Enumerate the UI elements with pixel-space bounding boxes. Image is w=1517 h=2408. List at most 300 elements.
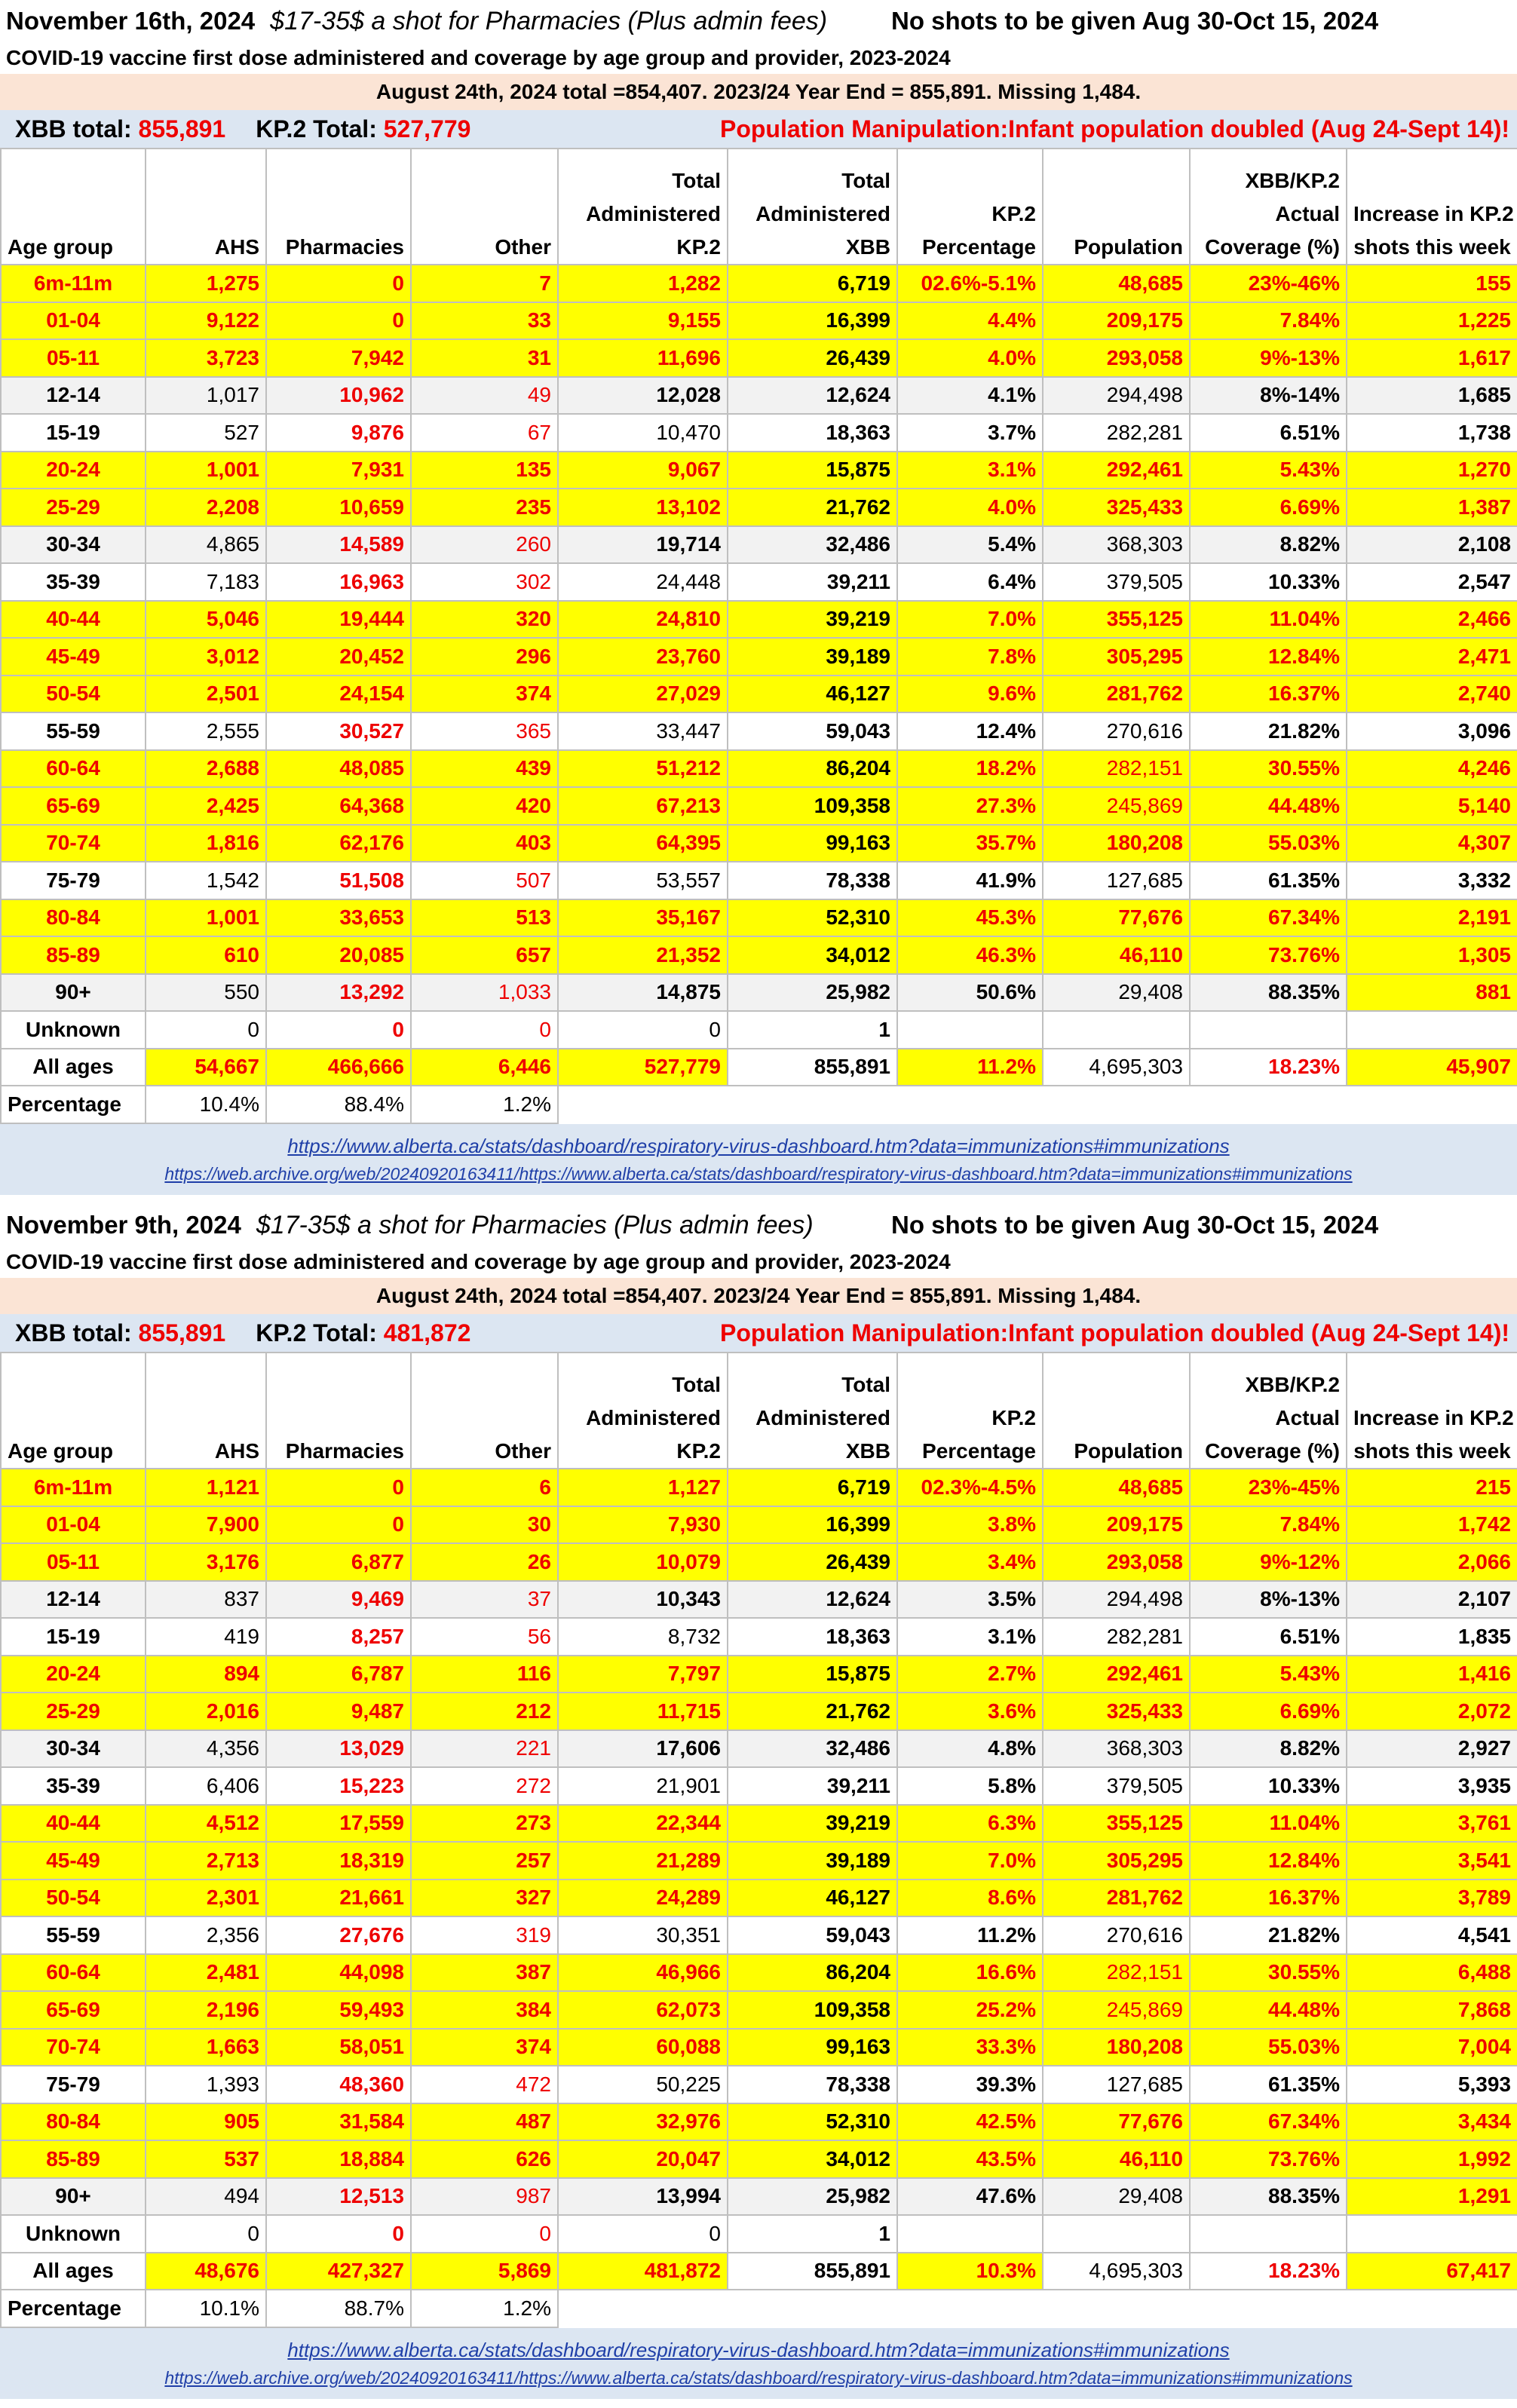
table-cell: 1,001 (146, 899, 266, 937)
table-cell: 302 (411, 563, 558, 601)
table-cell: 2,713 (146, 1842, 266, 1880)
table-cell: 43.5% (897, 2140, 1043, 2178)
table-cell: 6.51% (1190, 1618, 1347, 1656)
table-cell: 109,358 (728, 787, 897, 825)
age-group-cell: 80-84 (1, 899, 146, 937)
table-cell: 2,481 (146, 1954, 266, 1992)
table-cell: 2,547 (1347, 563, 1517, 601)
table-row (1, 2103, 1517, 2141)
table-cell: 3,541 (1347, 1842, 1517, 1880)
table-cell: 3,723 (146, 339, 266, 377)
table-cell: 527,779 (558, 1049, 728, 1086)
table-cell: 0 (411, 1011, 558, 1049)
table-cell: 7,930 (558, 1506, 728, 1544)
table-cell: 24,289 (558, 1880, 728, 1917)
table-cell: 9,155 (558, 302, 728, 340)
table-row (1, 1581, 1517, 1619)
table-cell: 24,448 (558, 563, 728, 601)
table-cell: 507 (411, 862, 558, 899)
price-note: $17-35$ a shot for Pharmacies (Plus admin fees) (256, 1210, 814, 1239)
age-group-cell: 30-34 (1, 526, 146, 564)
table-cell: 1,393 (146, 2066, 266, 2103)
table-cell: 127,685 (1043, 2066, 1190, 2103)
table-cell: 51,508 (266, 862, 411, 899)
age-group-cell: 60-64 (1, 1954, 146, 1992)
table-cell: 6.51% (1190, 414, 1347, 452)
table-cell: 10,079 (558, 1543, 728, 1581)
age-group-cell: 45-49 (1, 1842, 146, 1880)
table-cell: 9.6% (897, 676, 1043, 713)
table-cell: 7.0% (897, 601, 1043, 639)
table-cell: 39,211 (728, 563, 897, 601)
table-cell: 3.8% (897, 1506, 1043, 1544)
title-row (0, 0, 1517, 42)
table-cell: 6,719 (728, 265, 897, 302)
table-cell: 8.82% (1190, 526, 1347, 564)
percentage-row (1, 1086, 1517, 1123)
table-cell: 3,761 (1347, 1805, 1517, 1843)
table-cell: 384 (411, 1991, 558, 2029)
empty-cell (1190, 1086, 1347, 1123)
table-cell: 13,292 (266, 974, 411, 1012)
table-row (1, 1469, 1517, 1506)
table-cell: 15,875 (728, 452, 897, 489)
table-row (1, 1767, 1517, 1805)
table-cell: 270,616 (1043, 712, 1190, 750)
table-row (1, 2029, 1517, 2066)
table-cell: 1,738 (1347, 414, 1517, 452)
table-cell: 18,319 (266, 1842, 411, 1880)
table-cell: 34,012 (728, 2140, 897, 2178)
manipulation-note: Population Manipulation:Infant population doubled (Aug 24-Sept 14)! (719, 1319, 1509, 1346)
table-cell: 5,046 (146, 601, 266, 639)
table-cell: 18.2% (897, 750, 1043, 788)
table-cell: 33 (411, 302, 558, 340)
table-cell: 27.3% (897, 787, 1043, 825)
table-row (1, 452, 1517, 489)
all-ages-row (1, 2253, 1517, 2290)
table-cell: 1,291 (1347, 2178, 1517, 2216)
xbb-total-label: XBB total: (15, 1319, 132, 1346)
table-cell: 209,175 (1043, 302, 1190, 340)
table-cell: 48,360 (266, 2066, 411, 2103)
table-cell: 44.48% (1190, 1991, 1347, 2029)
table-cell: 3.1% (897, 452, 1043, 489)
empty-cell (558, 1086, 728, 1123)
table-cell: 282,281 (1043, 1618, 1190, 1656)
table-cell: 35,167 (558, 899, 728, 937)
table-cell: 22,344 (558, 1805, 728, 1843)
table-cell: 46,127 (728, 676, 897, 713)
table-cell: 327 (411, 1880, 558, 1917)
table-cell: 494 (146, 2178, 266, 2216)
table-cell: 15,223 (266, 1767, 411, 1805)
table-cell: 52,310 (728, 899, 897, 937)
table-cell: 657 (411, 936, 558, 974)
empty-cell (897, 2215, 1043, 2253)
table-cell: 282,281 (1043, 414, 1190, 452)
kp2-total-value: 481,872 (383, 1319, 471, 1346)
empty-cell (897, 2290, 1043, 2327)
age-group-cell: 15-19 (1, 414, 146, 452)
table-cell: 1,127 (558, 1469, 728, 1506)
table-cell: 1,835 (1347, 1618, 1517, 1656)
col-population: Population (1043, 149, 1190, 265)
table-row (1, 377, 1517, 415)
table-row (1, 1693, 1517, 1730)
source-link-archive[interactable]: https://web.archive.org/web/20240920163411/https://www.alberta.ca/stats/dashboard/respiratory-virus-dashboard.htm?data=immunizations#immunizations (164, 1163, 1353, 1184)
table-cell: 209,175 (1043, 1506, 1190, 1544)
table-cell: 5,393 (1347, 2066, 1517, 2103)
table-cell: 3.1% (897, 1618, 1043, 1656)
table-cell: 16.37% (1190, 1880, 1347, 1917)
table-cell: 52,310 (728, 2103, 897, 2141)
table-cell: 7,797 (558, 1656, 728, 1693)
table-cell: 78,338 (728, 862, 897, 899)
table-cell: 6.69% (1190, 1693, 1347, 1730)
table-cell: 48,685 (1043, 265, 1190, 302)
table-cell: 48,676 (146, 2253, 266, 2290)
table-row (1, 1991, 1517, 2029)
table-cell: 32,486 (728, 526, 897, 564)
source-link-alberta[interactable]: https://www.alberta.ca/stats/dashboard/respiratory-virus-dashboard.htm?data=immunizations#immunizations (287, 2338, 1230, 2361)
table-cell: 7 (411, 265, 558, 302)
table-cell: 116 (411, 1656, 558, 1693)
table-cell: 212 (411, 1693, 558, 1730)
table-cell: 19,714 (558, 526, 728, 564)
table-cell: 67,417 (1347, 2253, 1517, 2290)
table-cell: 155 (1347, 265, 1517, 302)
table-cell: 135 (411, 452, 558, 489)
table-cell: 78,338 (728, 2066, 897, 2103)
table-cell: 235 (411, 489, 558, 526)
table-cell: 30.55% (1190, 1954, 1347, 1992)
table-cell: 374 (411, 676, 558, 713)
table-cell: 365 (411, 712, 558, 750)
table-cell: 4,246 (1347, 750, 1517, 788)
col-ahs: AHS (146, 149, 266, 265)
table-cell: 16.6% (897, 1954, 1043, 1992)
table-cell: 4,512 (146, 1805, 266, 1843)
col-age-group: Age group (1, 1353, 146, 1469)
age-group-cell: All ages (1, 2253, 146, 2290)
table-cell: 67 (411, 414, 558, 452)
table-cell: 59,493 (266, 1991, 411, 2029)
table-cell: 3.5% (897, 1581, 1043, 1619)
col-ahs: AHS (146, 1353, 266, 1469)
panel-nov-9 (0, 1204, 1517, 2408)
table-cell: 10.33% (1190, 563, 1347, 601)
table-cell: 2,301 (146, 1880, 266, 1917)
table-cell: 109,358 (728, 1991, 897, 2029)
table-cell: 02.3%-4.5% (897, 1469, 1043, 1506)
table-cell: 7,183 (146, 563, 266, 601)
table-cell: 4,865 (146, 526, 266, 564)
table-cell: 481,872 (558, 2253, 728, 2290)
empty-cell (1043, 1086, 1190, 1123)
table-cell: 48,685 (1043, 1469, 1190, 1506)
table-cell: 3,935 (1347, 1767, 1517, 1805)
col-total-kp2: Total Administered KP.2 (558, 149, 728, 265)
age-group-cell: 01-04 (1, 302, 146, 340)
table-cell: 58,051 (266, 2029, 411, 2066)
table-cell: 368,303 (1043, 1730, 1190, 1768)
table-cell: 855,891 (728, 2253, 897, 2290)
table-row (1, 1916, 1517, 1954)
table-cell: 1,992 (1347, 2140, 1517, 2178)
table-cell: 8%-13% (1190, 1581, 1347, 1619)
table-row (1, 265, 1517, 302)
table-row (1, 787, 1517, 825)
table-cell: 1,270 (1347, 452, 1517, 489)
table-row (1, 489, 1517, 526)
kp2-total-value: 527,779 (383, 115, 471, 142)
table-cell: 0 (558, 2215, 728, 2253)
table-cell: 10,659 (266, 489, 411, 526)
table-cell: 33,653 (266, 899, 411, 937)
table-cell: 7.84% (1190, 1506, 1347, 1544)
age-group-cell: 65-69 (1, 787, 146, 825)
table-cell: 0 (266, 302, 411, 340)
table-cell: 11.2% (897, 1049, 1043, 1086)
age-group-cell: Percentage (1, 2290, 146, 2327)
unknown-row (1, 2215, 1517, 2253)
age-group-cell: Unknown (1, 1011, 146, 1049)
source-links (0, 1124, 1517, 1195)
table-cell: 45,907 (1347, 1049, 1517, 1086)
table-cell: 26 (411, 1543, 558, 1581)
table-cell: 305,295 (1043, 638, 1190, 676)
table-cell: 9,876 (266, 414, 411, 452)
table-cell: 62,176 (266, 825, 411, 862)
table-cell: 9,487 (266, 1693, 411, 1730)
table-cell: 16.37% (1190, 676, 1347, 713)
table-cell: 7.84% (1190, 302, 1347, 340)
table-cell: 23,760 (558, 638, 728, 676)
table-cell: 11,696 (558, 339, 728, 377)
table-cell: 12,624 (728, 377, 897, 415)
table-cell: 32,486 (728, 1730, 897, 1768)
age-group-cell: 12-14 (1, 377, 146, 415)
table-row (1, 638, 1517, 676)
table-row (1, 825, 1517, 862)
col-increase: Increase in KP.2 shots this week (1347, 149, 1517, 265)
table-cell: 1,816 (146, 825, 266, 862)
age-group-cell: 70-74 (1, 2029, 146, 2066)
col-population: Population (1043, 1353, 1190, 1469)
table-cell: 59,043 (728, 1916, 897, 1954)
table-cell: 894 (146, 1656, 266, 1693)
col-increase: Increase in KP.2 shots this week (1347, 1353, 1517, 1469)
table-cell: 9,469 (266, 1581, 411, 1619)
table-cell: 62,073 (558, 1991, 728, 2029)
table-cell: 21.82% (1190, 1916, 1347, 1954)
table-cell: 487 (411, 2103, 558, 2141)
table-cell: 325,433 (1043, 1693, 1190, 1730)
table-row (1, 1842, 1517, 1880)
unknown-row (1, 1011, 1517, 1049)
table-cell: 33.3% (897, 2029, 1043, 2066)
table-cell: 6,406 (146, 1767, 266, 1805)
table-cell: 39,211 (728, 1767, 897, 1805)
table-cell: 0 (266, 1011, 411, 1049)
table-cell: 513 (411, 899, 558, 937)
table-cell: 215 (1347, 1469, 1517, 1506)
table-cell: 2,191 (1347, 899, 1517, 937)
table-row (1, 974, 1517, 1012)
table-row (1, 936, 1517, 974)
table-cell: 88.35% (1190, 2178, 1347, 2216)
table-cell: 987 (411, 2178, 558, 2216)
table-cell: 4,307 (1347, 825, 1517, 862)
col-age-group: Age group (1, 149, 146, 265)
col-coverage: XBB/KP.2 Actual Coverage (%) (1190, 149, 1347, 265)
table-cell: 379,505 (1043, 563, 1190, 601)
table-cell: 44.48% (1190, 787, 1347, 825)
table-row (1, 339, 1517, 377)
table-cell: 1,742 (1347, 1506, 1517, 1544)
table-cell: 12.4% (897, 712, 1043, 750)
table-cell: 905 (146, 2103, 266, 2141)
age-group-cell: 20-24 (1, 1656, 146, 1693)
table-cell: 3,176 (146, 1543, 266, 1581)
table-cell: 1,416 (1347, 1656, 1517, 1693)
table-cell: 837 (146, 1581, 266, 1619)
source-link-alberta[interactable]: https://www.alberta.ca/stats/dashboard/respiratory-virus-dashboard.htm?data=immunizations#immunizations (287, 1134, 1230, 1157)
table-cell: 39.3% (897, 2066, 1043, 2103)
table-cell: 44,098 (266, 1954, 411, 1992)
table-cell: 1.2% (411, 2290, 558, 2327)
table-cell: 41.9% (897, 862, 1043, 899)
table-cell: 2,555 (146, 712, 266, 750)
table-cell: 99,163 (728, 2029, 897, 2066)
percentage-row (1, 2290, 1517, 2327)
table-cell: 11.2% (897, 1916, 1043, 1954)
age-group-cell: 01-04 (1, 1506, 146, 1544)
table-cell: 21,762 (728, 1693, 897, 1730)
table-cell: 245,869 (1043, 787, 1190, 825)
table-cell: 9%-12% (1190, 1543, 1347, 1581)
age-group-cell: 40-44 (1, 601, 146, 639)
table-row (1, 1506, 1517, 1544)
table-cell: 12,513 (266, 2178, 411, 2216)
age-group-cell: 85-89 (1, 2140, 146, 2178)
table-cell: 21,901 (558, 1767, 728, 1805)
table-cell: 2,196 (146, 1991, 266, 2029)
table-row (1, 2178, 1517, 2216)
table-cell: 5,869 (411, 2253, 558, 2290)
table-cell: 21,661 (266, 1880, 411, 1917)
kp2-total-label: KP.2 Total: (256, 115, 377, 142)
table-cell: 13,994 (558, 2178, 728, 2216)
age-group-cell: Unknown (1, 2215, 146, 2253)
age-group-cell: 6m-11m (1, 265, 146, 302)
table-cell: 61.35% (1190, 862, 1347, 899)
table-cell: 53,557 (558, 862, 728, 899)
table-cell: 5,140 (1347, 787, 1517, 825)
table-cell: 1 (728, 2215, 897, 2253)
table-cell: 6 (411, 1469, 558, 1506)
age-group-cell: 80-84 (1, 2103, 146, 2141)
table-cell: 26,439 (728, 339, 897, 377)
table-cell: 7,900 (146, 1506, 266, 1544)
table-row (1, 676, 1517, 713)
table-cell: 20,047 (558, 2140, 728, 2178)
table-cell: 3.4% (897, 1543, 1043, 1581)
age-group-cell: 20-24 (1, 452, 146, 489)
table-cell: 16,399 (728, 1506, 897, 1544)
table-row (1, 1954, 1517, 1992)
empty-cell (1043, 2290, 1190, 2327)
table-cell: 1,225 (1347, 302, 1517, 340)
table-cell: 374 (411, 2029, 558, 2066)
table-row (1, 862, 1517, 899)
table-cell: 4.8% (897, 1730, 1043, 1768)
table-cell: 355,125 (1043, 1805, 1190, 1843)
vaccine-table (0, 148, 1517, 1124)
table-cell: 527 (146, 414, 266, 452)
table-cell: 0 (558, 1011, 728, 1049)
col-kp2-percentage: KP.2 Percentage (897, 149, 1043, 265)
age-group-cell: 45-49 (1, 638, 146, 676)
age-group-cell: 65-69 (1, 1991, 146, 2029)
table-cell: 88.7% (266, 2290, 411, 2327)
table-cell: 5.43% (1190, 1656, 1347, 1693)
table-row (1, 1880, 1517, 1917)
table-cell: 439 (411, 750, 558, 788)
age-group-cell: Percentage (1, 1086, 146, 1123)
table-cell: 3,096 (1347, 712, 1517, 750)
table-cell: 0 (266, 1469, 411, 1506)
table-subtitle: COVID-19 vaccine first dose administered and coverage by age group and provider, 2023-2024 (6, 1250, 951, 1273)
table-cell: 64,368 (266, 787, 411, 825)
table-cell: 8,732 (558, 1618, 728, 1656)
table-cell: 272 (411, 1767, 558, 1805)
age-group-cell: 70-74 (1, 825, 146, 862)
table-cell: 294,498 (1043, 1581, 1190, 1619)
table-cell: 18,884 (266, 2140, 411, 2178)
table-cell: 23%-46% (1190, 265, 1347, 302)
table-cell: 1,275 (146, 265, 266, 302)
table-cell: 2,471 (1347, 638, 1517, 676)
table-cell: 55.03% (1190, 2029, 1347, 2066)
table-cell: 39,219 (728, 1805, 897, 1843)
table-cell: 61.35% (1190, 2066, 1347, 2103)
table-cell: 180,208 (1043, 2029, 1190, 2066)
col-total-kp2: Total Administered KP.2 (558, 1353, 728, 1469)
table-cell: 6,446 (411, 1049, 558, 1086)
table-cell: 30.55% (1190, 750, 1347, 788)
table-cell: 39,219 (728, 601, 897, 639)
table-cell: 2,927 (1347, 1730, 1517, 1768)
no-shots-note: No shots to be given Aug 30-Oct 15, 2024 (891, 1211, 1379, 1239)
table-cell: 296 (411, 638, 558, 676)
source-link-archive[interactable]: https://web.archive.org/web/20240920163411/https://www.alberta.ca/stats/dashboard/respiratory-virus-dashboard.htm?data=immunizations#immunizations (164, 2367, 1353, 2388)
empty-cell (897, 1086, 1043, 1123)
table-cell: 257 (411, 1842, 558, 1880)
table-cell: 4,541 (1347, 1916, 1517, 1954)
empty-cell (1190, 2290, 1347, 2327)
table-cell: 39,189 (728, 1842, 897, 1880)
table-cell: 46,966 (558, 1954, 728, 1992)
table-cell: 73.76% (1190, 2140, 1347, 2178)
table-cell: 18.23% (1190, 2253, 1347, 2290)
table-cell: 419 (146, 1618, 266, 1656)
table-cell: 1,663 (146, 2029, 266, 2066)
table-cell: 21.82% (1190, 712, 1347, 750)
table-cell: 29,408 (1043, 2178, 1190, 2216)
table-cell: 610 (146, 936, 266, 974)
